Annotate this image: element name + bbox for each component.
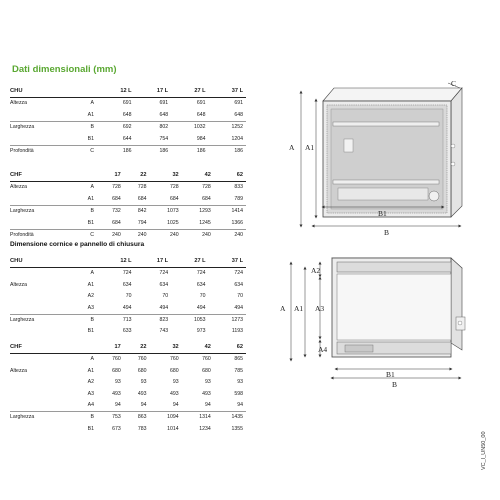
column-header: 12 L: [120, 258, 132, 264]
table-cell: 863: [137, 414, 147, 421]
table-cell: 1366: [214, 218, 246, 230]
table-cell: 1355: [231, 425, 243, 432]
table-cell: 760: [137, 356, 147, 363]
table-cell: 842: [137, 208, 147, 215]
frame-drawing-bottom: [280, 258, 465, 389]
row-code: A1: [68, 110, 98, 122]
table-cell: 186: [196, 148, 206, 155]
row-code: B1: [87, 328, 94, 335]
column-header: 17 L: [156, 88, 169, 94]
table-cell: 1025: [150, 218, 182, 230]
series-name: CHU: [10, 258, 23, 264]
label-B1-bottom: B1: [386, 370, 395, 379]
table-cell: 93: [205, 379, 211, 386]
row-code: A3: [87, 390, 94, 397]
table-cell: 794: [124, 218, 150, 230]
table-cell: 648: [98, 110, 135, 122]
table-cell: 680: [112, 367, 121, 374]
row-code: A: [90, 270, 94, 277]
table-cell: 728: [112, 184, 121, 191]
box-drawing-top: [289, 79, 462, 237]
table-cell: 1293: [199, 208, 211, 215]
row-code: A4: [68, 400, 98, 412]
column-header: 17 L: [156, 258, 169, 264]
table-cell: 753: [112, 414, 121, 421]
label-A-bottom: A: [280, 304, 286, 313]
table-cell: 760: [202, 356, 211, 363]
label-A-top: A: [289, 143, 295, 152]
table-cell: 680: [137, 367, 147, 374]
table-cell: 648: [135, 110, 172, 122]
row-code: A: [90, 356, 94, 363]
table-cell: 684: [124, 194, 150, 206]
table-cell: 94: [214, 400, 246, 412]
row-label: Profondità: [10, 148, 34, 155]
table-cell: 240: [137, 232, 147, 239]
table-cell: 186: [122, 148, 132, 155]
table-cell: 633: [122, 328, 132, 335]
row-label: Altezza: [10, 367, 28, 374]
row-code: A2: [87, 379, 94, 386]
column-header: 17: [114, 172, 121, 178]
label-C-top: C: [451, 79, 457, 88]
table-cell: 724: [122, 270, 132, 277]
column-header: 27 L: [194, 88, 206, 94]
row-code: A1: [87, 367, 94, 374]
table-cell: 1234: [199, 425, 211, 432]
table-cell: 684: [98, 194, 124, 206]
table-cell: 186: [159, 148, 169, 155]
table-cell: 684: [150, 194, 182, 206]
row-code: B: [90, 124, 94, 131]
series-name: CHF: [10, 344, 22, 350]
row-code: A1: [68, 194, 98, 206]
table-cell: 94: [124, 400, 150, 412]
column-header: 37 L: [231, 258, 243, 264]
row-code: C: [90, 148, 94, 155]
table-cell: 802: [159, 124, 169, 131]
row-code: A1: [87, 281, 94, 288]
row-label: Larghezza: [10, 317, 35, 324]
table-cell: 1053: [193, 317, 206, 324]
table-cell: 1273: [231, 317, 243, 324]
table-cell: 1094: [167, 414, 179, 421]
table-cell: 93: [172, 379, 179, 386]
table-cell: 494: [98, 303, 135, 315]
table-cell: 692: [122, 124, 132, 131]
table-cell: 94: [150, 400, 182, 412]
label-A2-bottom: A2: [311, 266, 321, 275]
table-cell: 743: [159, 328, 169, 335]
table-cell: 833: [234, 184, 243, 191]
table-cell: 494: [135, 303, 172, 315]
column-header: 27 L: [194, 258, 206, 264]
table-cell: 1193: [231, 328, 243, 335]
table-cell: 680: [170, 367, 179, 374]
table-cell: 789: [214, 194, 246, 206]
row-label: Altezza: [10, 184, 28, 191]
table-cell: 648: [209, 110, 246, 122]
row-code: B: [90, 414, 94, 421]
series-name: CHF: [10, 172, 22, 178]
table-cell: 1014: [167, 425, 179, 432]
table-cell: 865: [234, 356, 243, 363]
table-cell: 724: [196, 270, 206, 277]
table-cell: 493: [202, 390, 211, 397]
label-A3-bottom: A3: [315, 304, 325, 313]
table-cell: 754: [135, 134, 172, 146]
column-header: 32: [172, 344, 179, 350]
label-A4-bottom: A4: [318, 345, 328, 354]
row-code: A: [90, 100, 94, 107]
table-cell: 973: [196, 328, 206, 335]
table-cell: 186: [234, 148, 243, 155]
column-header: 42: [204, 344, 211, 350]
series-name: CHU: [10, 88, 23, 94]
table-cell: 673: [112, 425, 121, 432]
table-cell: 1314: [199, 414, 211, 421]
table-cell: 634: [196, 281, 206, 288]
table-cell: 70: [199, 293, 206, 300]
section-subtitle: Dimensione cornice e pannello di chiusura: [10, 241, 145, 248]
column-header: 37 L: [231, 88, 243, 94]
table-cell: 493: [112, 390, 121, 397]
row-label: Larghezza: [10, 208, 35, 215]
row-code: C: [90, 232, 94, 239]
table-cell: 785: [234, 367, 243, 374]
table-cell: 70: [125, 293, 132, 300]
table-cell: 984: [171, 134, 208, 146]
label-B1-top: B1: [378, 209, 387, 218]
table-cell: 728: [170, 184, 179, 191]
table-cell: 94: [182, 400, 214, 412]
label-B-top: B: [384, 228, 390, 237]
table-cell: 728: [137, 184, 147, 191]
table-cell: 713: [122, 317, 132, 324]
table-cell: 493: [137, 390, 147, 397]
table-cell: 493: [170, 390, 179, 397]
table-cell: 240: [112, 232, 121, 239]
row-code: A2: [87, 293, 94, 300]
table-cell: 70: [162, 293, 169, 300]
label-A1-bottom: A1: [294, 304, 304, 313]
table-cell: 684: [182, 194, 214, 206]
table-cell: 1435: [231, 414, 243, 421]
table-cell: 648: [171, 110, 208, 122]
table-cell: 94: [98, 400, 124, 412]
table-cell: 1414: [231, 208, 243, 215]
table-cell: 760: [112, 356, 121, 363]
column-header: 62: [236, 172, 243, 178]
row-code: B: [90, 317, 94, 324]
table-cell: 691: [234, 100, 243, 107]
table-cell: 70: [237, 293, 243, 300]
column-header: 22: [140, 344, 147, 350]
column-header: 62: [236, 344, 243, 350]
table-cell: 691: [196, 100, 206, 107]
table-cell: 691: [122, 100, 132, 107]
table-cell: 240: [170, 232, 179, 239]
column-header: 42: [204, 172, 211, 178]
row-code: B1: [87, 425, 94, 432]
row-code: A3: [68, 303, 98, 315]
table-cell: 823: [159, 317, 169, 324]
column-header: 17: [114, 344, 121, 350]
table-cell: 691: [159, 100, 169, 107]
table-cell: 1032: [193, 124, 206, 131]
row-label: Altezza: [10, 281, 28, 288]
table-cell: 240: [234, 232, 243, 239]
table-cell: 93: [140, 379, 147, 386]
document-code: VC_I_UN50_00: [481, 431, 487, 470]
table-cell: 494: [171, 303, 208, 315]
row-code: B1: [68, 218, 98, 230]
row-label: Larghezza: [10, 124, 35, 131]
table-cell: 684: [98, 218, 124, 230]
column-header: 12 L: [120, 88, 132, 94]
table-cell: 1252: [231, 124, 243, 131]
label-A1-top: A1: [305, 143, 315, 152]
table-cell: 598: [234, 390, 243, 397]
table-cell: 783: [137, 425, 147, 432]
table-cell: 760: [170, 356, 179, 363]
table-cell: 93: [237, 379, 243, 386]
row-code: B: [90, 208, 94, 215]
table-cell: 1245: [182, 218, 214, 230]
table-cell: 1073: [167, 208, 179, 215]
table-cell: 680: [202, 367, 211, 374]
table-cell: 634: [234, 281, 243, 288]
row-label: Profondità: [10, 232, 34, 239]
table-cell: 724: [159, 270, 169, 277]
table-cell: 728: [202, 184, 211, 191]
table-cell: 1204: [209, 134, 246, 146]
column-header: 32: [172, 172, 179, 178]
row-label: Larghezza: [10, 414, 35, 421]
table-cell: 724: [234, 270, 243, 277]
table-cell: 240: [202, 232, 211, 239]
row-code: B1: [68, 134, 98, 146]
table-cell: 732: [112, 208, 121, 215]
column-header: 22: [140, 172, 147, 178]
page-title: Dati dimensionali (mm): [12, 64, 117, 75]
row-code: A: [90, 184, 94, 191]
row-label: Altezza: [10, 100, 28, 107]
table-cell: 634: [159, 281, 169, 288]
table-cell: 494: [209, 303, 246, 315]
label-B-bottom: B: [392, 380, 398, 389]
table-cell: 93: [114, 379, 121, 386]
table-cell: 644: [98, 134, 135, 146]
table-cell: 634: [122, 281, 132, 288]
